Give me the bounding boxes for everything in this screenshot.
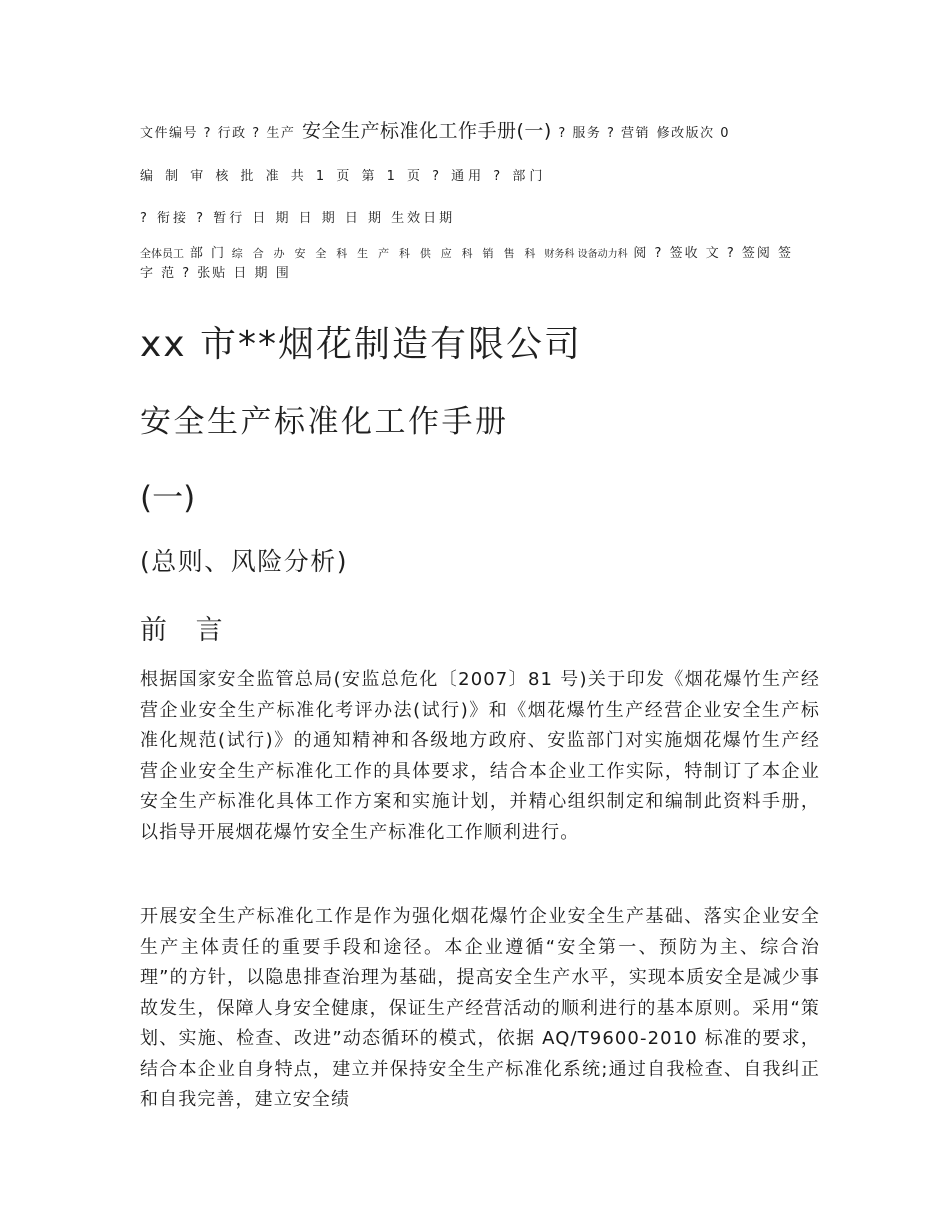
header-distribution: 阅 ? 签收 文 ? 签阅 签 字 范 ? 张贴 日 期 围 [140, 246, 794, 281]
header-line-4 [140, 244, 810, 283]
header-line-3: ? 衔接 ? 暂行 日 期 日 期 日 期 生效日期 [140, 211, 456, 226]
header-line-1 [140, 116, 820, 143]
document-scope: (总则、风险分析) [140, 547, 349, 576]
preface-paragraph-1: 根据国家安全监管总局(安监总危化〔2007〕81 号)关于印发《烟花爆竹生产经营企业安全生产标准化考评办法(试行)》和《烟花爆竹生产经营企业安全生产标准化规范(试行)》的通知精神和各级地方政府、安监部门对实施烟花爆竹生产经营企业安全生产标准化工作的具体要求，结合本企业工作实际，特制订了本企业安全生产标准化具体工作方案和实施计划，并精心组织制定和编制此资料手册，以指导开展烟花爆竹安全生产标准化工作顺利进行。 [140, 669, 820, 843]
company-name: xx 市**烟花制造有限公司 [140, 324, 583, 365]
volume-number: (一) [140, 480, 196, 516]
header-manual-title: 安全生产标准化工作手册(一) [301, 120, 552, 142]
document-title: 安全生产标准化工作手册 [140, 404, 509, 440]
header-fields-left: 文件编号 ? 行政 ? 生产 [140, 126, 296, 141]
preface-heading: 前 言 [140, 615, 233, 646]
header-department-label: 部 门 [189, 246, 226, 261]
header-revision: 修改版次 0 [656, 126, 731, 141]
header-all-staff: 全体员工 [140, 247, 184, 260]
header-fields-right: ? 服务 ? 营销 [558, 126, 651, 141]
preface-paragraph-2: 开展安全生产标准化工作是作为强化烟花爆竹企业安全生产基础、落实企业安全生产主体责任的重要手段和途径。本企业遵循“安全第一、预防为主、综合治理”的方针，以隐患排查治理为基础，提高安全生产水平，实现本质安全是减少事故发生，保障人身安全健康，保证生产经营活动的顺利进行的基本原则。采用“策划、实施、检查、改进”动态循环的模式，依据 AQ/T9600-2010 标准的要求，结合本企业自身特点，建立并保持安全生产标准化系统;通过自我检查、自我纠正和自我完善，建立安全绩 [140, 906, 820, 1110]
header-department-list: 综 合 办 安 全 科 生 产 科 供 应 科 销 售 科 [231, 247, 539, 260]
header-line-2: 编 制 审 核 批 准 共 1 页 第 1 页 ? 通用 ? 部门 [140, 169, 547, 184]
header-department-list-extra: 财务科 设备动力科 [544, 249, 628, 260]
